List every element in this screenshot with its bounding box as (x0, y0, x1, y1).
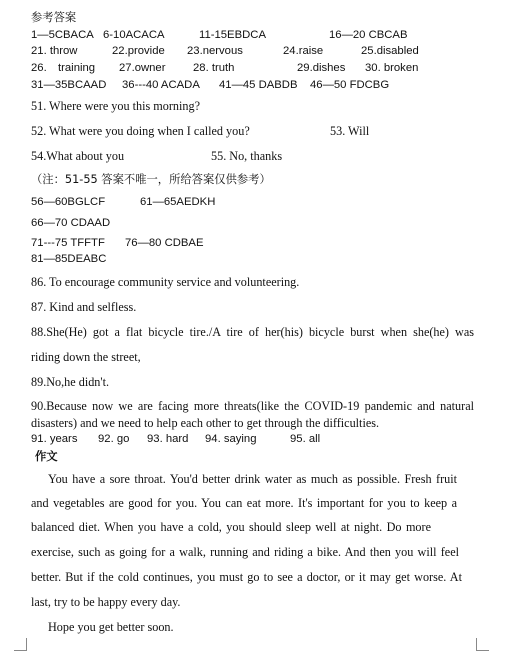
answer-item: 21. throw (31, 45, 78, 57)
answer-88-line-2: riding down the street, (31, 350, 141, 364)
essay-heading: 作文 (35, 450, 58, 463)
essay-line: exercise, such as going for a walk, running and riding a bike. And then you will feel (31, 545, 459, 559)
page-corner-mark-left (14, 638, 27, 651)
answer-90-line-1: 90.Because now we are facing more threats(like the COVID-19 pandemic and natural (31, 399, 474, 413)
essay-line: balanced diet. When you have a cold, you should sleep well at night. Do more (31, 520, 431, 534)
answer-item: 91. years (31, 433, 78, 445)
answers-76-80: 76—80 CDBAE (125, 237, 204, 249)
answer-group: 11-15EBDCA (199, 29, 266, 41)
answer-54: 54.What about you (31, 149, 125, 163)
answer-group: 46—50 FDCBG (310, 79, 390, 91)
answer-89: 89.No,he didn't. (31, 375, 110, 389)
answer-group: 1—5CBACA (31, 29, 94, 41)
answer-item: 95. all (290, 433, 321, 445)
answer-group: 36---40 ACADA (122, 79, 200, 91)
answer-group: 16—20 CBCAB (329, 29, 408, 41)
essay-line: You have a sore throat. You'd better drink water as much as possible. Fresh fruit (48, 472, 457, 486)
essay-line: better. But if the cold continues, you must go to see a doctor, or it may get worse. At (31, 570, 462, 584)
answers-61-65: 61—65AEDKH (140, 196, 216, 208)
answers-66-70: 66—70 CDAAD (31, 217, 111, 229)
answer-87: 87. Kind and selfless. (31, 300, 137, 314)
essay-closing: Hope you get better soon. (48, 620, 174, 634)
answer-number: 26. (31, 62, 47, 74)
page-title: 参考答案 (31, 11, 77, 24)
answer-item: 27.owner (119, 62, 166, 74)
answer-item: 94. saying (205, 433, 257, 445)
answer-item: 92. go (98, 433, 130, 445)
answer-item: 22.provide (112, 45, 165, 57)
answer-51: 51. Where were you this morning? (31, 99, 201, 113)
answer-item: 23.nervous (187, 45, 243, 57)
answer-90-line-2: disasters) and we need to help each other to get through the difficulties. (31, 416, 380, 430)
answer-item: 25.disabled (361, 45, 419, 57)
answer-group: 31—35BCAAD (31, 79, 107, 91)
answer-note: （注：51-55 答案不唯一，所给答案仅供参考） (31, 173, 271, 186)
answer-group: 6-10ACACA (103, 29, 165, 41)
answer-item: 93. hard (147, 433, 189, 445)
answer-item: 24.raise (283, 45, 324, 57)
essay-line: and vegetables are good for you. You can eat more. It's important for you to keep a (31, 496, 457, 510)
answer-item: training (58, 62, 96, 74)
answer-55: 55. No, thanks (211, 149, 283, 163)
answer-86: 86. To encourage community service and volunteering. (31, 275, 300, 289)
answer-item: 29.dishes (297, 62, 346, 74)
answers-56-60: 56—60BGLCF (31, 196, 106, 208)
answer-52: 52. What were you doing when I called you? (31, 124, 250, 138)
essay-line: last, try to be happy every day. (31, 595, 181, 609)
answer-53: 53. Will (330, 124, 370, 138)
answer-item: 30. broken (365, 62, 419, 74)
answers-81-85: 81—85DEABC (31, 253, 107, 265)
answers-71-75: 71---75 TFFTF (31, 237, 105, 249)
answer-item: 28. truth (193, 62, 235, 74)
answer-88-line-1: 88.She(He) got a flat bicycle tire./A tire of her(his) bicycle burst when she(he) was (31, 325, 474, 339)
page-corner-mark-right (476, 638, 489, 651)
answer-group: 41—45 DABDB (219, 79, 298, 91)
